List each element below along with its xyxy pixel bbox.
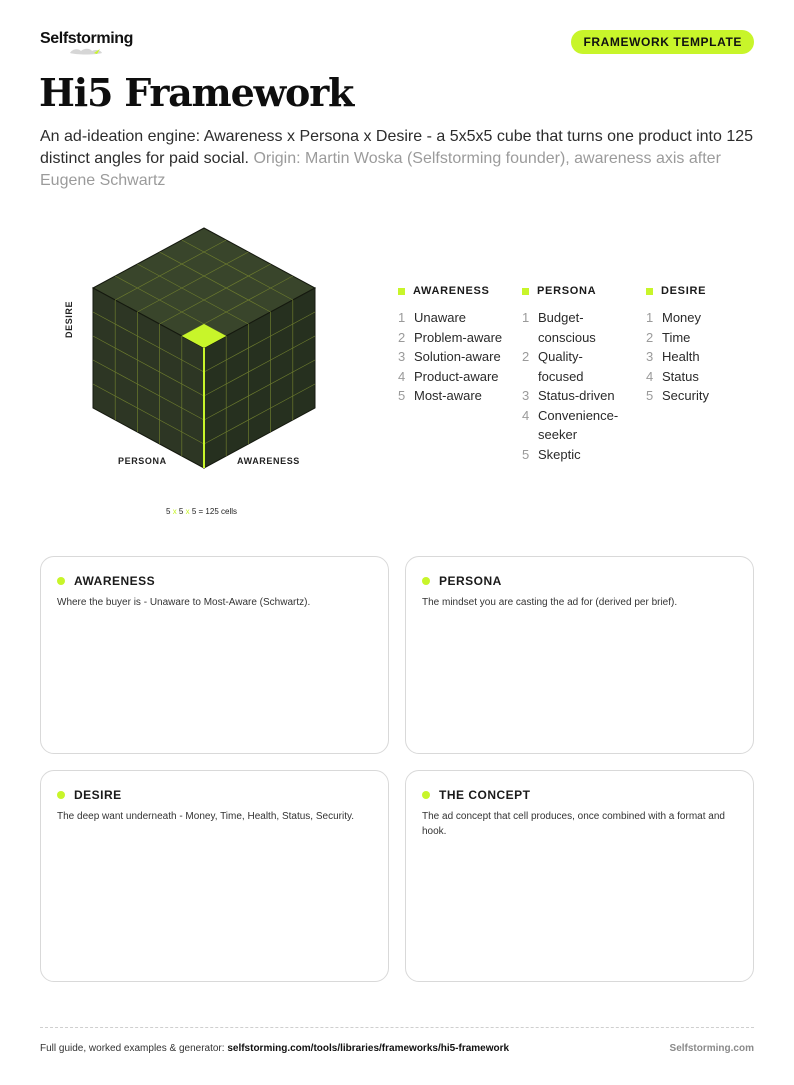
item-label: Health	[662, 349, 700, 364]
footer-divider	[40, 1027, 754, 1028]
axis-label-desire: DESIRE	[64, 300, 74, 338]
axis-label-persona: PERSONA	[118, 456, 167, 466]
item-number: 4	[522, 407, 530, 423]
card-title: PERSONA	[439, 574, 502, 588]
dot-icon	[57, 791, 65, 799]
legend-item	[398, 367, 516, 387]
axis-label-awareness: AWARENESS	[237, 456, 300, 466]
intro-lead: An ad-ideation engine: Awareness x Persona x Desire - a 5x5x5 cube that turns one product into 125 distinct angles for paid social.	[40, 128, 754, 167]
caption-part: 5	[166, 507, 171, 516]
card-title: DESIRE	[74, 788, 122, 802]
card-description: The deep want underneath - Money, Time, Health, Status, Security.	[57, 811, 355, 822]
legend-desire	[646, 283, 756, 406]
square-marker-icon	[522, 288, 529, 295]
legend-item	[398, 347, 516, 367]
caption-times: x	[185, 507, 190, 516]
item-number: 3	[398, 349, 406, 364]
item-number: 5	[646, 388, 654, 403]
legend-title: PERSONA	[537, 285, 597, 297]
item-label: Unaware	[414, 310, 467, 325]
footer-prefix: Full guide, worked examples & generator:	[40, 1043, 225, 1054]
item-number: 2	[398, 329, 406, 345]
legend-item	[398, 386, 516, 406]
footer-url-link[interactable]: selfstorming.com/tools/libraries/frameworks/hi5-framework	[227, 1043, 510, 1054]
legend-item	[398, 328, 516, 348]
item-label: Quality-focused	[538, 349, 584, 384]
card-title: THE CONCEPT	[439, 788, 531, 802]
item-number: 2	[522, 349, 530, 364]
legend-item	[646, 347, 756, 367]
legend-awareness	[398, 283, 516, 406]
item-label: Most-aware	[414, 388, 482, 403]
card-title: AWARENESS	[74, 574, 156, 588]
legend-item	[646, 308, 756, 328]
square-marker-icon	[398, 288, 405, 295]
card-description: The mindset you are casting the ad for (derived per brief).	[422, 597, 678, 608]
cube-caption	[166, 507, 237, 516]
legend-item	[522, 386, 622, 406]
intro-text	[40, 126, 756, 192]
legend-item	[646, 328, 756, 348]
item-number: 3	[646, 349, 654, 364]
item-number: 5	[398, 388, 406, 403]
item-label: Problem-aware	[414, 329, 503, 345]
item-number: 1	[646, 310, 654, 325]
brand-logo[interactable]: Selfstorming	[40, 30, 133, 47]
cube-graphic	[60, 218, 340, 478]
caption-total: = 125 cells	[198, 507, 237, 516]
item-number: 1	[522, 310, 530, 325]
legend-item	[522, 406, 622, 445]
framework-template-badge: FRAMEWORK TEMPLATE	[571, 30, 754, 54]
legend-title: DESIRE	[661, 285, 707, 297]
item-label: Convenience-seeker	[538, 407, 619, 442]
page-title: Hi5 Framework	[39, 70, 354, 115]
legend-title: AWARENESS	[413, 285, 490, 297]
card-desire[interactable]	[40, 770, 389, 982]
caption-times: x	[172, 507, 177, 516]
cube-diagram	[60, 218, 340, 528]
dot-icon	[422, 791, 430, 799]
item-label: Solution-aware	[414, 349, 501, 364]
dot-icon	[422, 577, 430, 585]
item-label: Status	[662, 368, 699, 384]
legend-item	[646, 386, 756, 406]
footer-guide	[40, 1043, 509, 1054]
item-label: Budget-conscious	[538, 310, 596, 345]
intro-origin: Origin: Martin Woska (Selfstorming founder), awareness axis after Eugene Schwartz	[40, 150, 721, 189]
item-label: Time	[662, 329, 691, 345]
item-label: Product-aware	[414, 368, 499, 384]
legend-item	[522, 308, 622, 347]
item-label: Status-driven	[538, 388, 615, 403]
legend-item	[522, 445, 622, 465]
caption-part: 5	[191, 507, 197, 516]
item-number: 1	[398, 310, 406, 325]
card-the-concept[interactable]	[405, 770, 754, 982]
legend-item	[398, 308, 516, 328]
item-label: Skeptic	[538, 446, 581, 462]
legend-item	[522, 347, 622, 386]
legend-item	[646, 367, 756, 387]
card-persona[interactable]	[405, 556, 754, 754]
card-description: The ad concept that cell produces, once combined with a format and hook.	[422, 811, 725, 837]
square-marker-icon	[646, 288, 653, 295]
legend-persona	[522, 283, 622, 464]
item-number: 2	[646, 329, 654, 345]
footer-site-link[interactable]: Selfstorming.com	[669, 1043, 754, 1054]
caption-part: 5	[178, 507, 184, 516]
item-label: Security	[662, 388, 709, 403]
item-number: 4	[398, 368, 406, 384]
item-label: Money	[662, 310, 702, 325]
card-description: Where the buyer is - Unaware to Most-Aware (Schwartz).	[57, 597, 311, 608]
item-number: 4	[646, 368, 654, 384]
card-awareness[interactable]	[40, 556, 389, 754]
dot-icon	[57, 577, 65, 585]
cloud-icon	[66, 47, 106, 56]
item-number: 3	[522, 388, 530, 403]
item-number: 5	[522, 446, 530, 462]
header	[40, 30, 754, 56]
